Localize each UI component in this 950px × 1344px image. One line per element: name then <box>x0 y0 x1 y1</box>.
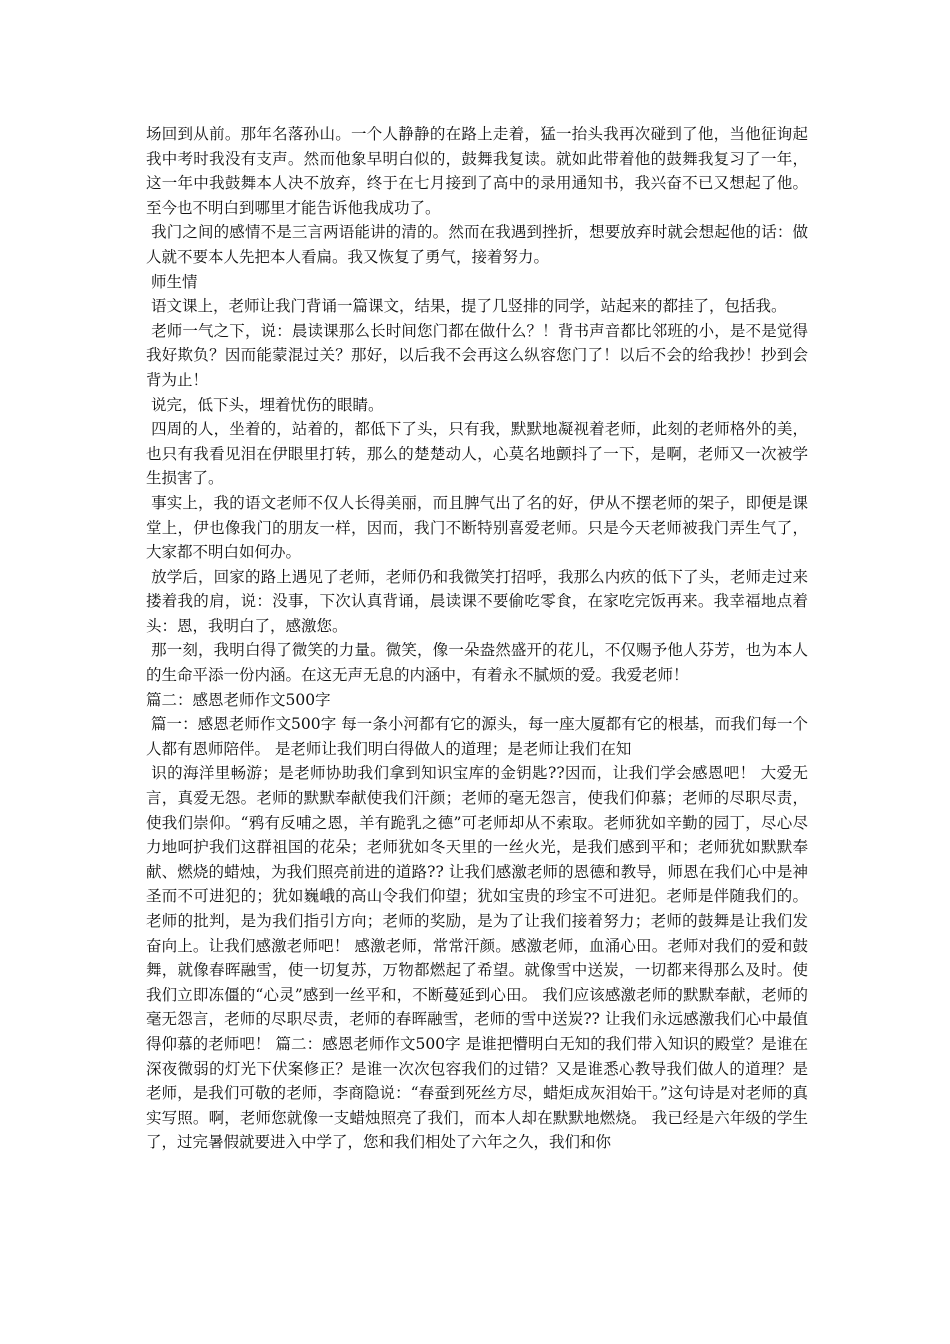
paragraph: 老师一气之下，说：晨读课那么长时间您门都在做什么？！背书声音都比邻班的小，是不是觉得我好欺负？因而能蒙混过关？那好，以后我不会再这么纵容您门了！以后不会的给我抄！抄到会背为止！ <box>146 321 808 389</box>
paragraph: 事实上，我的语文老师不仅人长得美丽，而且脾气出了名的好，伊从不摆老师的架子，即便是课堂上，伊也像我门的朋友一样，因而，我门不断特别喜爱老师。只是今天老师被我门弄生气了，大家都不明白如何办。 <box>146 493 808 562</box>
paragraph: 放学后，回家的路上遇见了老师，老师仍和我微笑打招呼，我那么内疚的低下了头，老师走过来搂着我的肩，说：没事，下次认真背诵，晨读课不要偷吃零食，在家吃完饭再来。我幸福地点着头：恩，我明白了，感激您。 <box>146 567 808 635</box>
paragraph: 场回到从前。那年名落孙山。一个人静静的在路上走着，猛一抬头我再次碰到了他，当他征询起我中考时我没有支声。然而他象早明白似的，鼓舞我复读。就如此带着他的鼓舞我复习了一年，这一年中我鼓舞本人决不放弃，终于在七月接到了高中的录用通知书，我兴奋不已又想起了他。至今也不明白到哪里才能告诉他我成功了。 <box>146 125 808 217</box>
section-heading: 篇二：感恩老师作文500字 <box>146 690 331 709</box>
document-page <box>146 122 808 1155</box>
paragraph: 篇一：感恩老师作文500字 每一条小河都有它的源头，每一座大厦都有它的根基，而我们每一个人都有恩师陪伴。 是老师让我们明白得做人的道理；是老师让我们在知 <box>146 715 809 758</box>
paragraph: 识的海洋里畅游；是老师协助我们拿到知识宝库的金钥匙??因而，让我们学会感恩吧！ 大爱无言，真爱无怨。老师的默默奉献使我们汗颜；老师的毫无怨言，使我们仰慕；老师的尽职尽责，使我们崇仰。“鸦有反哺之恩，羊有跪乳之德”可老师却从不索取。老师犹如辛勤的园丁，尽心尽力地呵护我们这群祖国的花朵；老师犹如冬天里的一丝火光，是我们感到平和；老师犹如默默奉献、燃烧的蜡烛，为我们照亮前进的道路?? 让我们感激老师的恩德和教导，师恩在我们心中是神圣而不可进犯的；犹如巍峨的高山令我们仰望；犹如宝贵的珍宝不可进犯。老师是伴随我们的。老师的批判，是为我们指引方向；老师的奖励，是为了让我们接着努力；老师的鼓舞是让我们发奋向上。让我们感激老师吧！ 感激老师，常常汗颜。感激老师，血涌心田。老师对我们的爱和鼓舞，就像春晖融雪，使一切复苏，万物都燃起了希望。就像雪中送炭，一切都来得那么及时。使我们立即冻僵的“心灵”感到一丝平和，不断蔓延到心田。 我们应该感激老师的默默奉献，老师的毫无怨言，老师的尽职尽责，老师的春晖融雪，老师的雪中送炭?? 让我们永远感激我们心中最值得仰慕的老师吧！ 篇二：感恩老师作文500字 是谁把懵明白无知的我们带入知识的殿堂？是谁在深夜微弱的灯光下伏案修正？是谁一次次包容我们的过错？又是谁悉心教导我们做人的道理？是老师，是我们可敬的老师，李商隐说：“春蚕到死丝方尽，蜡炬成灰泪始干。”这句诗是对老师的真实写照。啊，老师您就像一支蜡烛照亮了我们，而本人却在默默地燃烧。 我已经是六年级的学生了，过完暑假就要进入中学了，您和我们相处了六年之久，我们和你 <box>146 764 808 1152</box>
paragraph: 语文课上，老师让我门背诵一篇课文，结果，提了几竖排的同学，站起来的都挂了，包括我。 <box>146 297 787 316</box>
paragraph: 那一刻，我明白得了微笑的力量。微笑，像一朵盎然盛开的花儿，不仅赐予他人芬芳，也为本人的生命平添一份内涵。在这无声无息的内涵中，有着永不腻烦的爱。我爱老师！ <box>146 641 808 685</box>
paragraph: 四周的人，坐着的，站着的，都低下了头，只有我，默默地凝视着老师，此刻的老师格外的美，也只有我看见泪在伊眼里打转，那么的楚楚动人，心莫名地颤抖了一下，是啊，老师又一次被学生损害了。 <box>146 420 808 488</box>
section-heading: 师生情 <box>146 272 198 291</box>
paragraph: 我门之间的感情不是三言两语能讲的清的。然而在我遇到挫折，想要放弃时就会想起他的话：做人就不要本人先把本人看扁。我又恢复了勇气，接着努力。 <box>146 223 808 266</box>
paragraph: 说完，低下头，埋着忧伤的眼睛。 <box>146 395 384 414</box>
